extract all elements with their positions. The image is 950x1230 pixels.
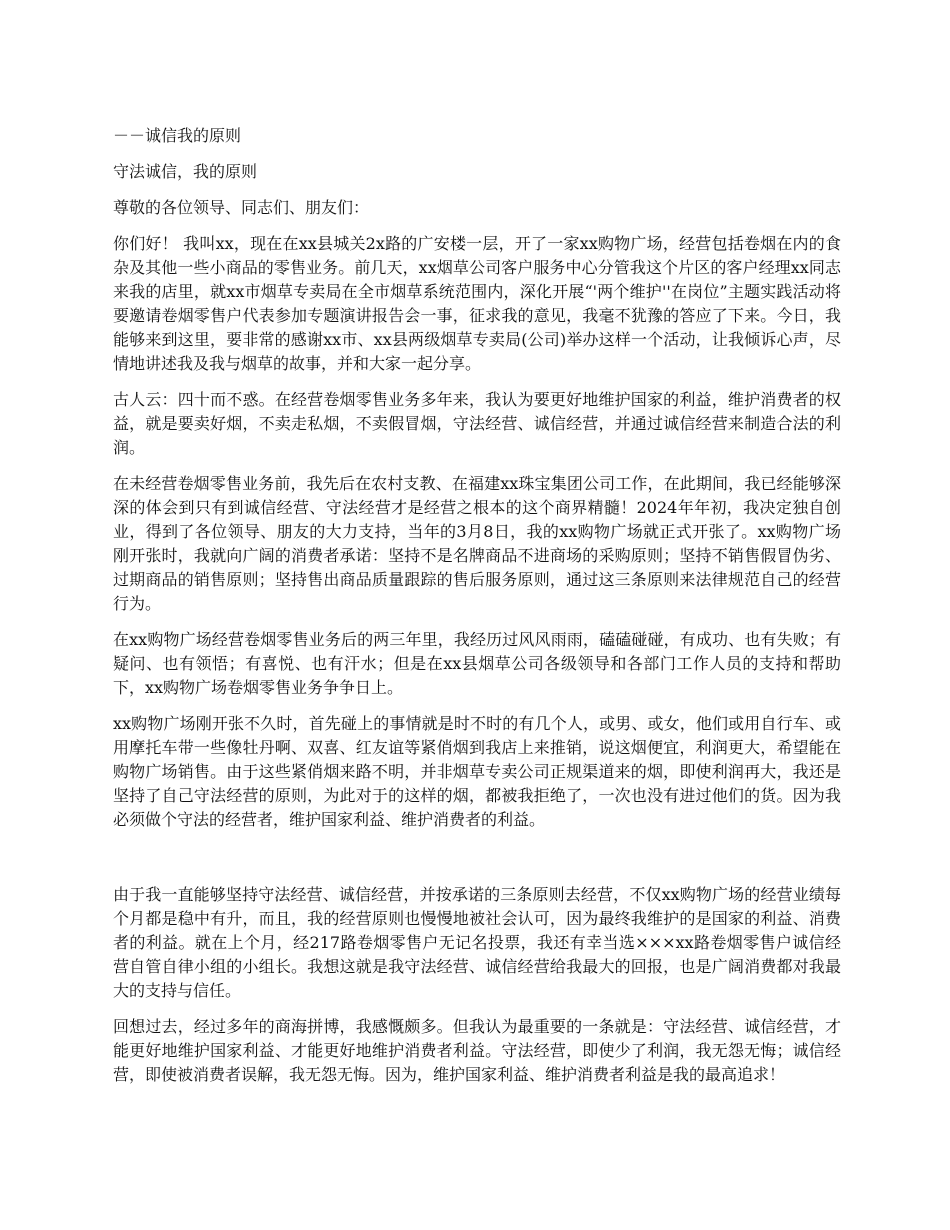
paragraph-conclusion: 回想过去，经过多年的商海拼博，我感慨颇多。但我认为最重要的一条就是：守法经营、诚信经营，才能更好地维护国家利益、才能更好地维护消费者利益。守法经营，即使少了利润，我无怨无悔；诚信经营，即使被消费者误解，我无怨无悔。因为，维护国家利益、维护消费者利益是我的最高追求！ [113,1017,841,1084]
document-title: 守法诚信，我的原则 [113,162,258,181]
salutation: 尊敬的各位领导、同志们、朋友们： [113,198,370,217]
section-gap [113,844,841,883]
document-body [113,124,841,1099]
paragraph-background: 在未经营卷烟零售业务前，我先后在农村支教、在福建xx珠宝集团公司工作，在此期间，我已经能够深深的体会到只有到诚信经营、守法经营才是经营之根本的这个商界精髓！2024年年初，我决定独自创业，得到了各位领导、朋友的大力支持，当年的3月8日，我的xx购物广场就正式开张了。xx购物广场刚开张时，我就向广阔的消费者承诺：坚持不是名牌商品不进商场的采购原则；坚持不销售假冒伪劣、过期商品的销售原则；坚持售出商品质量跟踪的售后服务原则，通过这三条原则来法律规范自己的经营行为。 [113,474,841,613]
paragraph-greeting: 你们好！ 我叫xx，现在在xx县城关2x路的广安楼一层，开了一家xx购物广场，经营包括卷烟在内的食杂及其他一些小商品的零售业务。前几天，xx烟草公司客户服务中心分管我这个片区的客户经理xx同志来我的店里，就xx市烟草专卖局在全市烟草系统范围内，深化开展“'两个维护''在岗位”主题实践活动将要邀请卷烟零售户代表参加专题演讲报告会一事，征求我的意见，我毫不犹豫的答应了下来。今日，我能够来到这里，要非常的感谢xx市、xx县两级烟草专卖局(公司)举办这样一个活动，让我倾诉心声，尽情地讲述我及我与烟草的故事，并和大家一起分享。 [113,234,841,373]
paragraph-experience: 在xx购物广场经营卷烟零售业务后的两三年里，我经历过风风雨雨，磕磕碰碰，有成功、也有失败；有疑问、也有领悟；有喜悦、也有汗水；但是在xx县烟草公司各级领导和各部门工作人员的支持和帮助下，xx购物广场卷烟零售业务争争日上。 [113,630,841,697]
paragraph-recognition: 由于我一直能够坚持守法经营、诚信经营，并按承诺的三条原则去经营，不仅xx购物广场的经营业绩每个月都是稳中有升，而且，我的经营原则也慢慢地被社会认可，因为最终我维护的是国家的利益、消费者的利益。就在上个月，经217路卷烟零售户无记名投票，我还有幸当选×××xx路卷烟零售户诚信经营自管自律小组的小组长。我想这就是我守法经营、诚信经营给我最大的回报，也是广阔消费都对我最大的支持与信任。 [113,885,841,1000]
paragraph-principle: 古人云：四十而不惑。在经营卷烟零售业务多年来，我认为要更好地维护国家的利益，维护消费者的权益，就是要卖好烟，不卖走私烟，不卖假冒烟，守法经营、诚信经营，并通过诚信经营来制造合法的利润。 [113,390,841,457]
document-subtitle: －－诚信我的原则 [113,126,242,145]
paragraph-refusal: xx购物广场刚开张不久时，首先碰上的事情就是时不时的有几个人，或男、或女，他们或用自行车、或用摩托车带一些像牡丹啊、双喜、红友谊等紧俏烟到我店上来推销，说这烟便宜，利润更大，希望能在购物广场销售。由于这些紧俏烟来路不明，并非烟草专卖公司正规渠道来的烟，即使利润再大，我还是坚持了自己守法经营的原则，为此对于的这样的烟，都被我拒绝了，一次也没有进过他们的货。因为我必须做个守法的经营者，维护国家利益、维护消费者的利益。 [113,714,841,829]
